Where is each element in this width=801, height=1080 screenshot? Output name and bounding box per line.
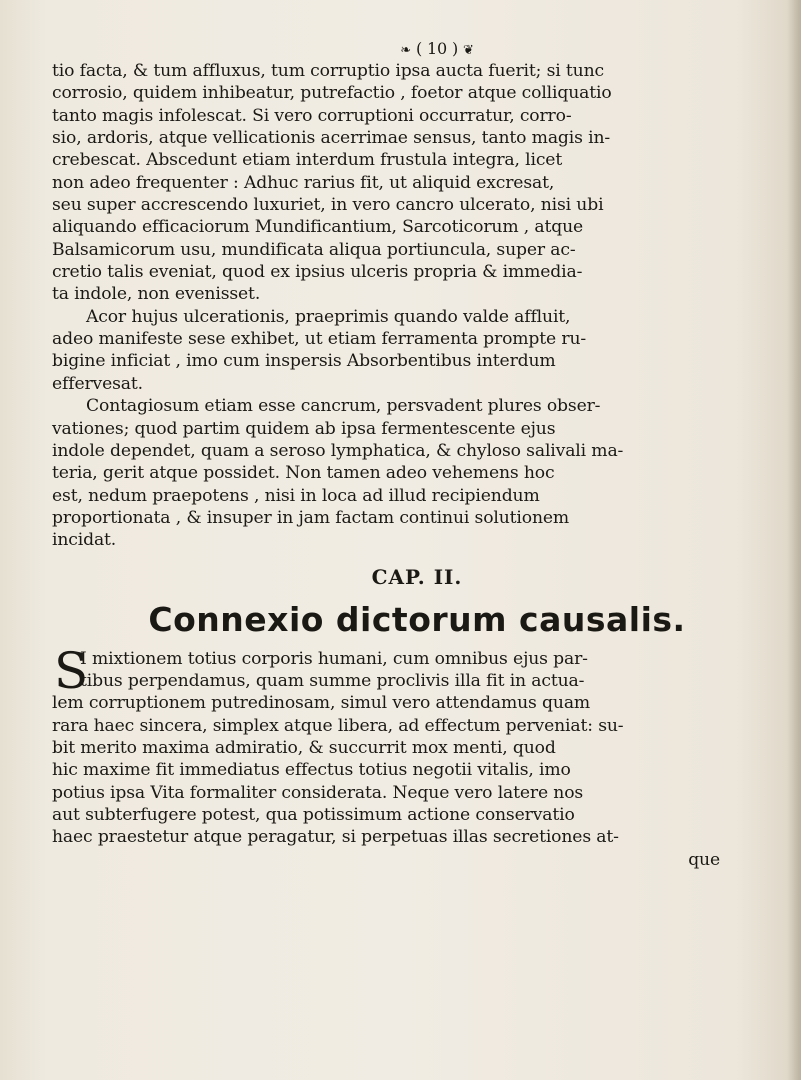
text-line: effervesat. [52,373,143,394]
chapter-title: Connexio dictorum causalis. [148,599,686,639]
catchword: que [688,849,720,870]
paragraph-4 [52,641,782,849]
text-line: sio, ardoris, atque vellicationis acerrimae sensus, tanto magis in- [52,128,611,149]
drop-capital: S [54,641,89,700]
text-line: ta indole, non evenisset. [52,284,261,305]
text-line: est, nedum praepotens , nisi in loca ad illud recipiendum [52,485,540,506]
text-line: hic maxime fit immediatus effectus totius negotii vitalis, imo [52,760,571,781]
header-ornament-left: ❧ [400,43,411,58]
chapter-label: CAP. II. [371,564,463,589]
page-text [52,38,782,871]
header-ornament-right: ❦ [463,43,474,58]
text-line: bigine inficiat , imo cum inspersis Absorbentibus interdum [52,351,556,372]
text-line: I mixtionem totius corporis humani, cum omnibus ejus par- [80,648,588,669]
text-line: corrosio, quidem inhibeatur, putrefactio , foetor atque colliquatio [52,83,612,104]
text-line: lem corruptionem putredinosam, simul vero attendamus quam [52,693,591,714]
text-line: incidat. [52,530,117,551]
text-line: Balsamicorum usu, mundificata aliqua portiuncula, super ac- [52,239,576,260]
page-header [92,38,782,60]
text-line: aliquando efficaciorum Mundificantium, Sarcoticorum , atque [52,217,584,238]
text-line: Contagiosum etiam esse cancrum, persvadent plures obser- [86,396,601,417]
text-line: adeo manifeste sese exhibet, ut etiam ferramenta prompte ru- [52,329,587,350]
text-line: cretio talis eveniat, quod ex ipsius ulceris propria & immedia- [52,262,583,283]
text-line: aut subterfugere potest, qua potissimum actione conservatio [52,804,575,825]
text-line: haec praestetur atque peragatur, si perpetuas illas secretiones at- [52,827,619,848]
text-line: vationes; quod partim quidem ab ipsa fermentescente ejus [52,418,556,439]
paragraph-1 [52,60,782,306]
text-line: tanto magis infolescat. Si vero corruptioni occurratur, corro- [52,105,572,126]
text-line: proportionata , & insuper in jam factam continui solutionem [52,507,570,528]
text-line: potius ipsa Vita formaliter considerata. Neque vero latere nos [52,782,584,803]
text-line: teria, gerit atque possidet. Non tamen adeo vehemens hoc [52,463,555,484]
text-line: indole dependet, quam a seroso lymphatica, & chyloso salivali ma- [52,440,624,461]
text-line: tibus perpendamus, quam summe proclivis illa fit in actua- [80,670,585,691]
paragraph-3 [52,395,782,551]
page-number: ( 10 ) [415,39,459,58]
page-edge-shadow [787,0,801,1080]
text-line: non adeo frequenter : Adhuc rarius fit, ut aliquid excresat, [52,172,555,193]
text-line: Acor hujus ulcerationis, praeprimis quando valde affluit, [86,306,571,327]
text-line: bit merito maxima admiratio, & succurrit mox menti, quod [52,737,556,758]
text-line: rara haec sincera, simplex atque libera, ad effectum perveniat: su- [52,715,624,736]
text-line: tio facta, & tum affluxus, tum corruptio ipsa aucta fuerit; si tunc [52,61,604,81]
text-line: seu super accrescendo luxuriet, in vero cancro ulcerato, nisi ubi [52,195,604,216]
paragraph-2 [52,306,782,395]
text-line: crebescat. Abscedunt etiam interdum frustula integra, licet [52,150,563,171]
